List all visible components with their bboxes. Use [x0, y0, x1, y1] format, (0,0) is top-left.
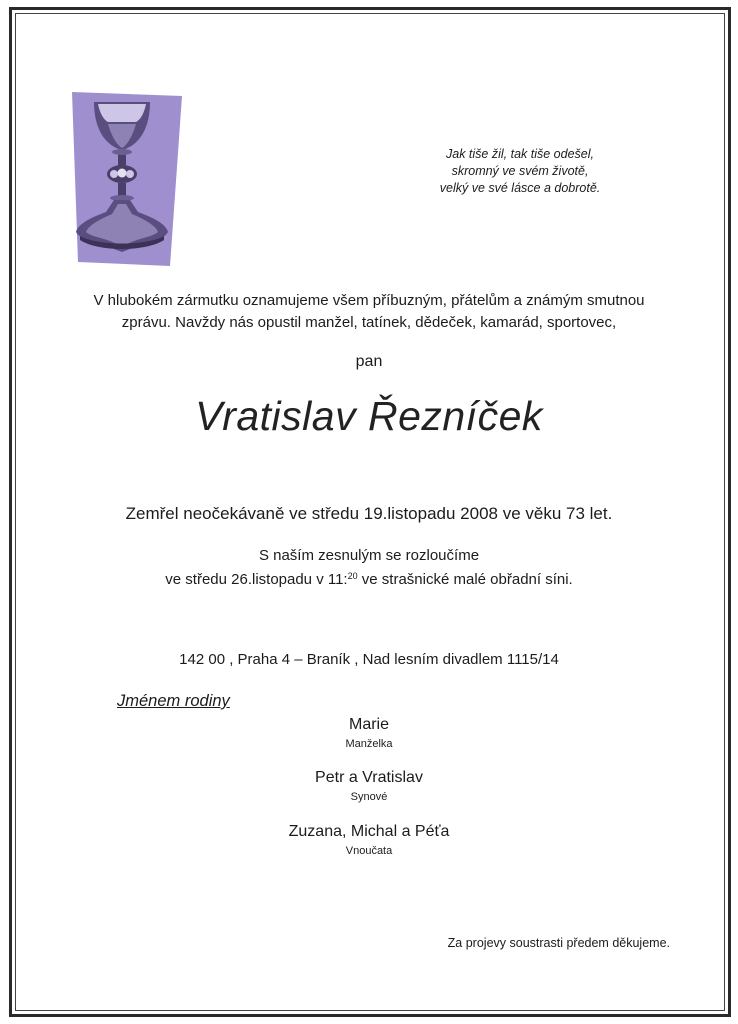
- family-member-role: Vnoučata: [345, 845, 393, 857]
- address: 142 00 , Praha 4 – Braník , Nad lesním divadlem 1115/14: [179, 651, 559, 668]
- deceased-name: Vratislav Řezníček: [195, 393, 543, 439]
- farewell-line: [40, 566, 698, 590]
- family-member-role: Manželka: [345, 738, 393, 750]
- motto-line: velký ve své lásce a dobrotě.: [439, 181, 601, 195]
- farewell-notice: [40, 545, 698, 590]
- motto-line: skromný ve svém životě,: [451, 164, 589, 178]
- announcement-line: V hlubokém zármutku oznamujeme všem příbuzným, přátelům a známým smutnou: [93, 292, 645, 309]
- farewell-minutes: 20: [347, 571, 358, 581]
- family-member-role: Synové: [350, 791, 388, 803]
- farewell-line: S naším zesnulým se rozloučíme: [258, 547, 480, 564]
- farewell-time: ve středu 26.listopadu v 11:: [165, 571, 348, 588]
- motto: [420, 146, 620, 197]
- chalice-icon: [68, 90, 184, 268]
- announcement-text: [40, 290, 698, 334]
- motto-line: Jak tiše žil, tak tiše odešel,: [446, 147, 594, 161]
- closing-thanks: Za projevy soustrasti předem děkujeme.: [447, 936, 670, 950]
- death-notice: Zemřel neočekávaně ve středu 19.listopadu 2008 ve věku 73 let.: [125, 504, 613, 523]
- farewell-place: ve strašnické malé obřadní síni.: [357, 571, 573, 588]
- family-member-name: Petr a Vratislav: [315, 769, 423, 786]
- family-member-name: Zuzana, Michal a Péťa: [288, 823, 450, 840]
- family-member-name: Marie: [348, 716, 389, 733]
- family-label: Jménem rodiny: [117, 692, 230, 710]
- announcement-line: zprávu. Navždy nás opustil manžel, tatínek, dědeček, kamarád, sportovec,: [121, 314, 617, 331]
- salutation: pan: [355, 353, 383, 370]
